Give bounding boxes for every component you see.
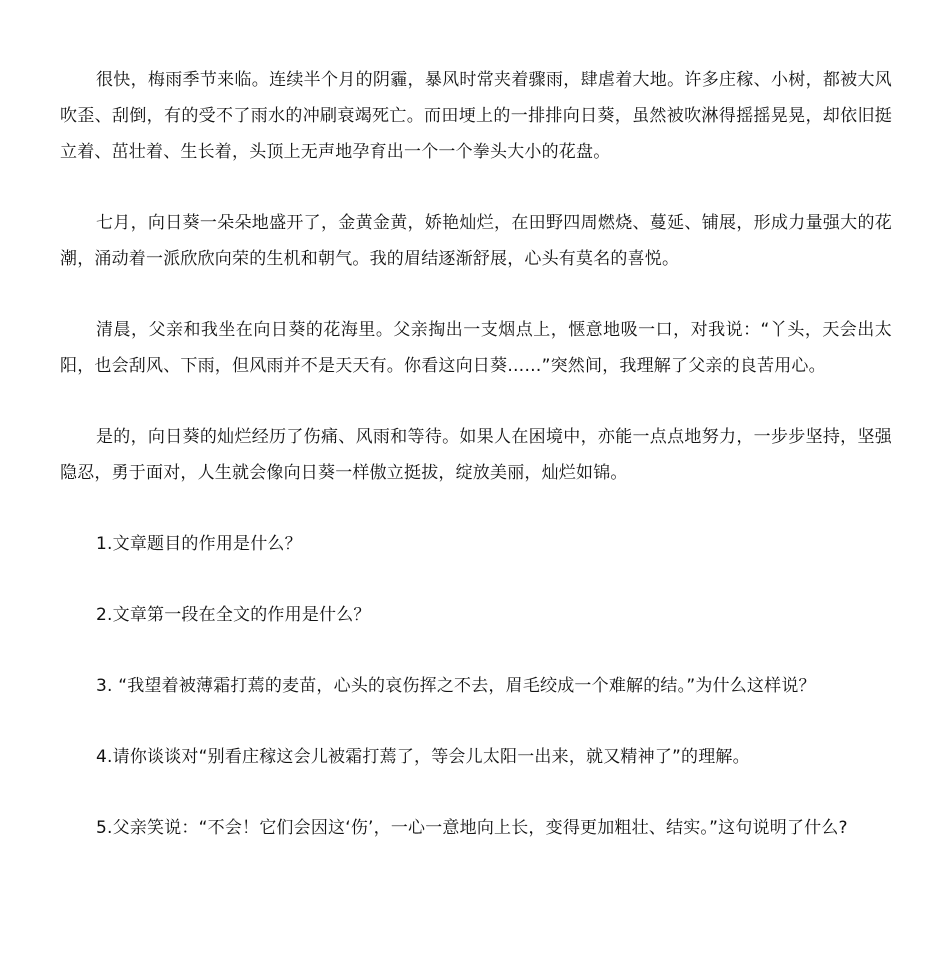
paragraph-gap	[60, 562, 892, 597]
paragraph-gap	[60, 384, 892, 419]
paragraph-gap	[60, 704, 892, 739]
question-2: 2.文章第一段在全文的作用是什么？	[96, 605, 371, 625]
paragraph-gap	[60, 491, 892, 526]
paragraph-conclusion: 是的，向日葵的灿烂经历了伤痛、风雨和等待。如果人在困境中，亦能一点点地努力，一步步坚持，坚强隐忍，勇于面对，人生就会像向日葵一样傲立挺拔，绽放美丽，灿烂如锦。	[60, 427, 892, 483]
paragraph-gap	[60, 775, 892, 810]
paragraph-july-bloom: 七月，向日葵一朵朵地盛开了，金黄金黄，娇艳灿烂，在田野四周燃烧、蔓延、铺展，形成力量强大的花潮，涌动着一派欣欣向荣的生机和朝气。我的眉结逐渐舒展，心头有莫名的喜悦。	[60, 213, 892, 269]
question-4: 4.请你谈谈对“别看庄稼这会儿被霜打蔫了，等会儿太阳一出来，就又精神了”的理解。	[96, 747, 750, 767]
question-1: 1.文章题目的作用是什么？	[96, 534, 302, 554]
paragraph-gap	[60, 633, 892, 668]
paragraph-gap	[60, 277, 892, 312]
question-5: 5.父亲笑说：“不会！它们会因这‘伤’，一心一意地向上长，变得更加粗壮、结实。”这句说明了什么?	[96, 818, 848, 838]
question-3: 3. “我望着被薄霜打蔫的麦苗，心头的哀伤挥之不去，眉毛绞成一个难解的结。”为什么这样说？	[96, 676, 816, 696]
paragraph-meiyu-season: 很快，梅雨季节来临。连续半个月的阴霾，暴风时常夹着骤雨，肆虐着大地。许多庄稼、小树，都被大风吹歪、刮倒，有的受不了雨水的冲刷衰竭死亡。而田埂上的一排排向日葵，虽然被吹淋得摇摇晃晃，却依旧挺立着、茁壮着、生长着，头顶上无声地孕育出一个一个拳头大小的花盘。	[60, 70, 892, 162]
document-page	[60, 62, 892, 846]
paragraph-morning-father: 清晨，父亲和我坐在向日葵的花海里。父亲掏出一支烟点上，惬意地吸一口，对我说：“丫头，天会出太阳，也会刮风、下雨，但风雨并不是天天有。你看这向日葵……”突然间，我理解了父亲的良苦用心。	[60, 320, 892, 376]
paragraph-gap	[60, 170, 892, 205]
